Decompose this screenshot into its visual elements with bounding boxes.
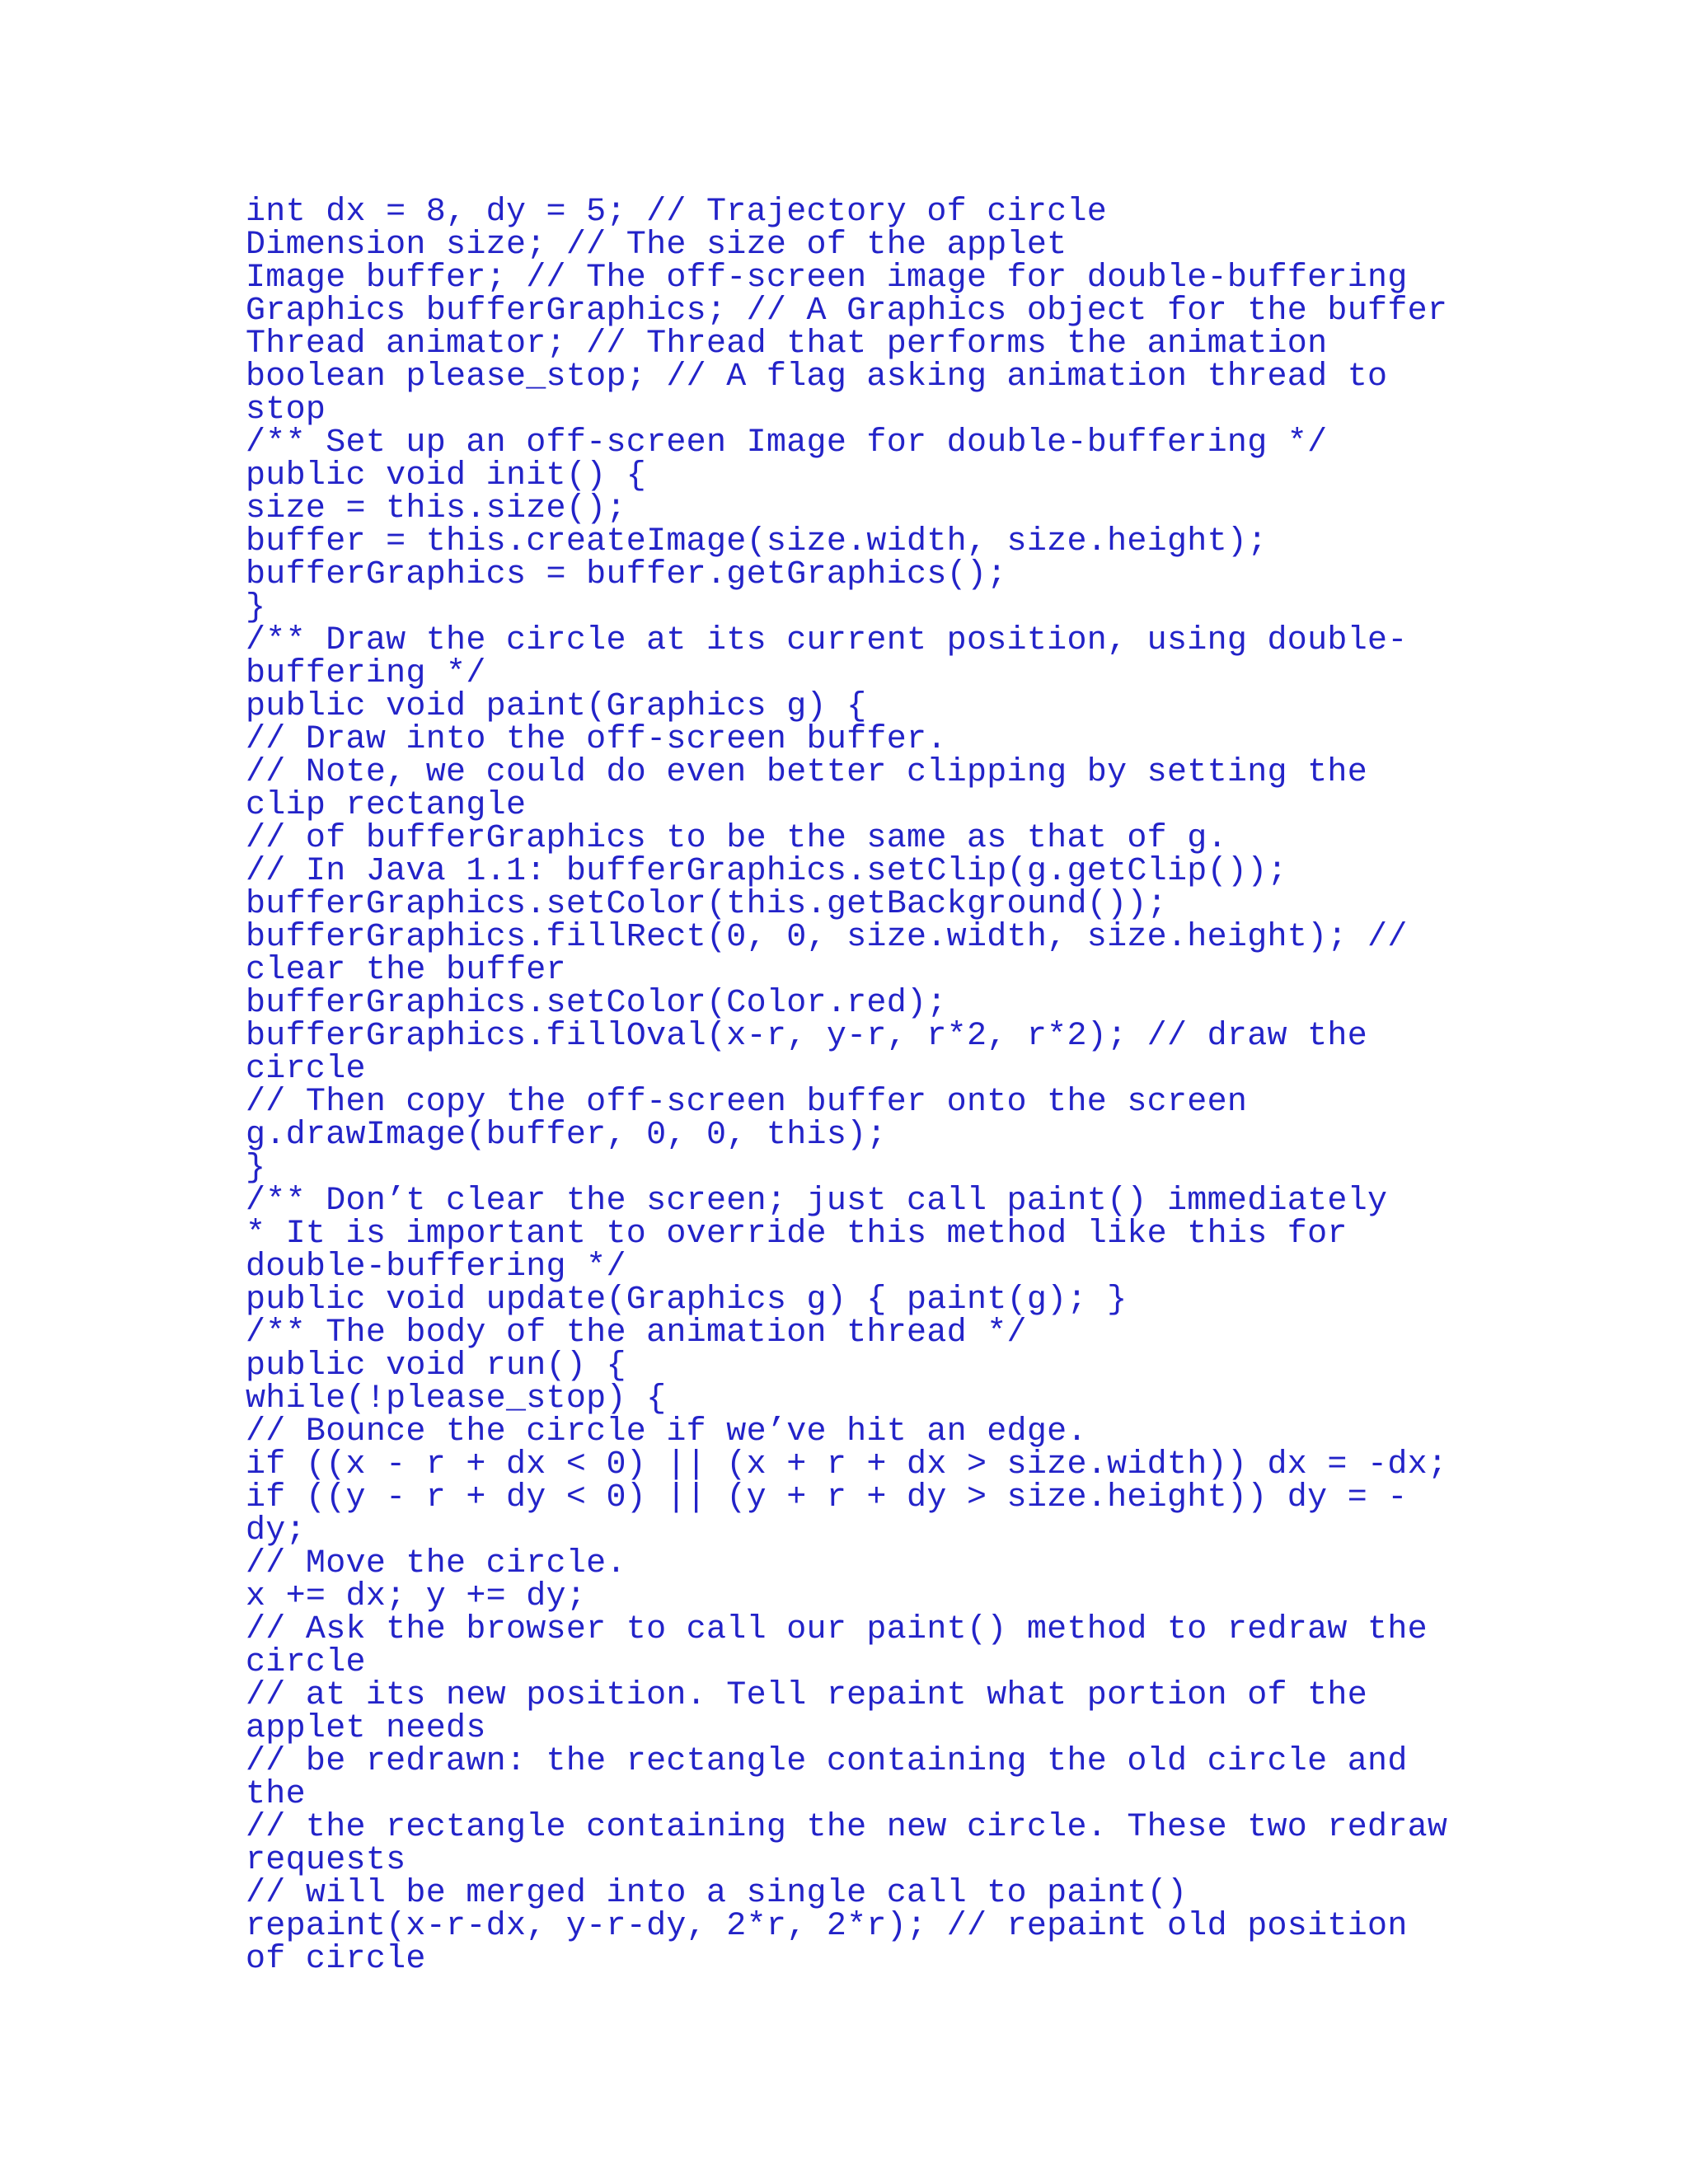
code-line: Graphics bufferGraphics; // A Graphics object for the buffer	[246, 293, 1448, 330]
code-line: * It is important to override this method like this for	[246, 1216, 1348, 1253]
code-line: stop	[246, 391, 326, 429]
code-line: Image buffer; // The off-screen image for double-buffering	[246, 260, 1408, 297]
code-line: // In Java 1.1: bufferGraphics.setClip(g.getClip());	[246, 853, 1287, 890]
code-line: /** Draw the circle at its current position, using double-	[246, 622, 1408, 659]
code-line: public void paint(Graphics g) {	[246, 688, 867, 725]
code-line: bufferGraphics.fillRect(0, 0, size.width, size.height); //	[246, 919, 1408, 956]
code-line: // will be merged into a single call to paint()	[246, 1875, 1188, 1912]
code-line: /** Don’t clear the screen; just call paint() immediately	[246, 1183, 1388, 1220]
code-line: public void init() {	[246, 457, 647, 494]
code-line: // Draw into the off-screen buffer.	[246, 721, 947, 758]
code-line: the	[246, 1776, 306, 1813]
code-line: circle	[246, 1051, 366, 1088]
code-line: // Ask the browser to call our paint() method to redraw the	[246, 1611, 1428, 1648]
code-line: Thread animator; // Thread that performs the animation	[246, 326, 1328, 363]
code-line: bufferGraphics = buffer.getGraphics();	[246, 556, 1007, 593]
code-line: public void update(Graphics g) { paint(g); }	[246, 1282, 1128, 1319]
code-line: buffer = this.createImage(size.width, size.height);	[246, 523, 1268, 560]
code-line: // Move the circle.	[246, 1545, 626, 1582]
code-line: buffering */	[246, 655, 486, 692]
code-line: // Then copy the off-screen buffer onto the screen	[246, 1084, 1248, 1121]
code-line: if ((y - r + dy < 0) || (y + r + dy > size.height)) dy = -	[246, 1479, 1408, 1516]
code-line: // of bufferGraphics to be the same as that of g.	[246, 820, 1227, 857]
code-line: of circle	[246, 1941, 426, 1978]
code-line: // the rectangle containing the new circle. These two redraw	[246, 1809, 1448, 1846]
code-line: clip rectangle	[246, 787, 527, 824]
code-line: clear the buffer	[246, 952, 566, 989]
code-line: double-buffering */	[246, 1249, 626, 1286]
code-line: requests	[246, 1842, 406, 1879]
code-line: repaint(x-r-dx, y-r-dy, 2*r, 2*r); // repaint old position	[246, 1908, 1408, 1945]
code-line: bufferGraphics.fillOval(x-r, y-r, r*2, r*2); // draw the	[246, 1018, 1368, 1055]
code-line: // be redrawn: the rectangle containing the old circle and	[246, 1743, 1408, 1780]
code-line: Dimension size; // The size of the applet	[246, 227, 1067, 264]
code-line: circle	[246, 1644, 366, 1681]
code-line: applet needs	[246, 1710, 486, 1747]
code-line: size = this.size();	[246, 490, 626, 527]
code-line: // at its new position. Tell repaint what portion of the	[246, 1677, 1368, 1714]
code-line: // Note, we could do even better clipping by setting the	[246, 754, 1368, 791]
code-listing	[246, 196, 1663, 1976]
code-line: while(!please_stop) {	[246, 1380, 667, 1418]
code-line: // Bounce the circle if we’ve hit an edge.	[246, 1413, 1087, 1451]
code-line: /** Set up an off-screen Image for double-buffering */	[246, 424, 1328, 462]
code-line: g.drawImage(buffer, 0, 0, this);	[246, 1117, 887, 1154]
code-line: dy;	[246, 1512, 306, 1549]
code-line: x += dx; y += dy;	[246, 1578, 587, 1615]
code-line: bufferGraphics.setColor(Color.red);	[246, 985, 947, 1022]
code-line: if ((x - r + dx < 0) || (x + r + dx > size.width)) dx = -dx;	[246, 1446, 1448, 1483]
code-line: bufferGraphics.setColor(this.getBackground());	[246, 886, 1167, 923]
code-line: int dx = 8, dy = 5; // Trajectory of circle	[246, 194, 1108, 231]
code-line: }	[246, 1150, 266, 1187]
code-line: boolean please_stop; // A flag asking animation thread to	[246, 359, 1388, 396]
code-line: /** The body of the animation thread */	[246, 1315, 1027, 1352]
code-line: public void run() {	[246, 1347, 626, 1385]
code-line: }	[246, 589, 266, 626]
